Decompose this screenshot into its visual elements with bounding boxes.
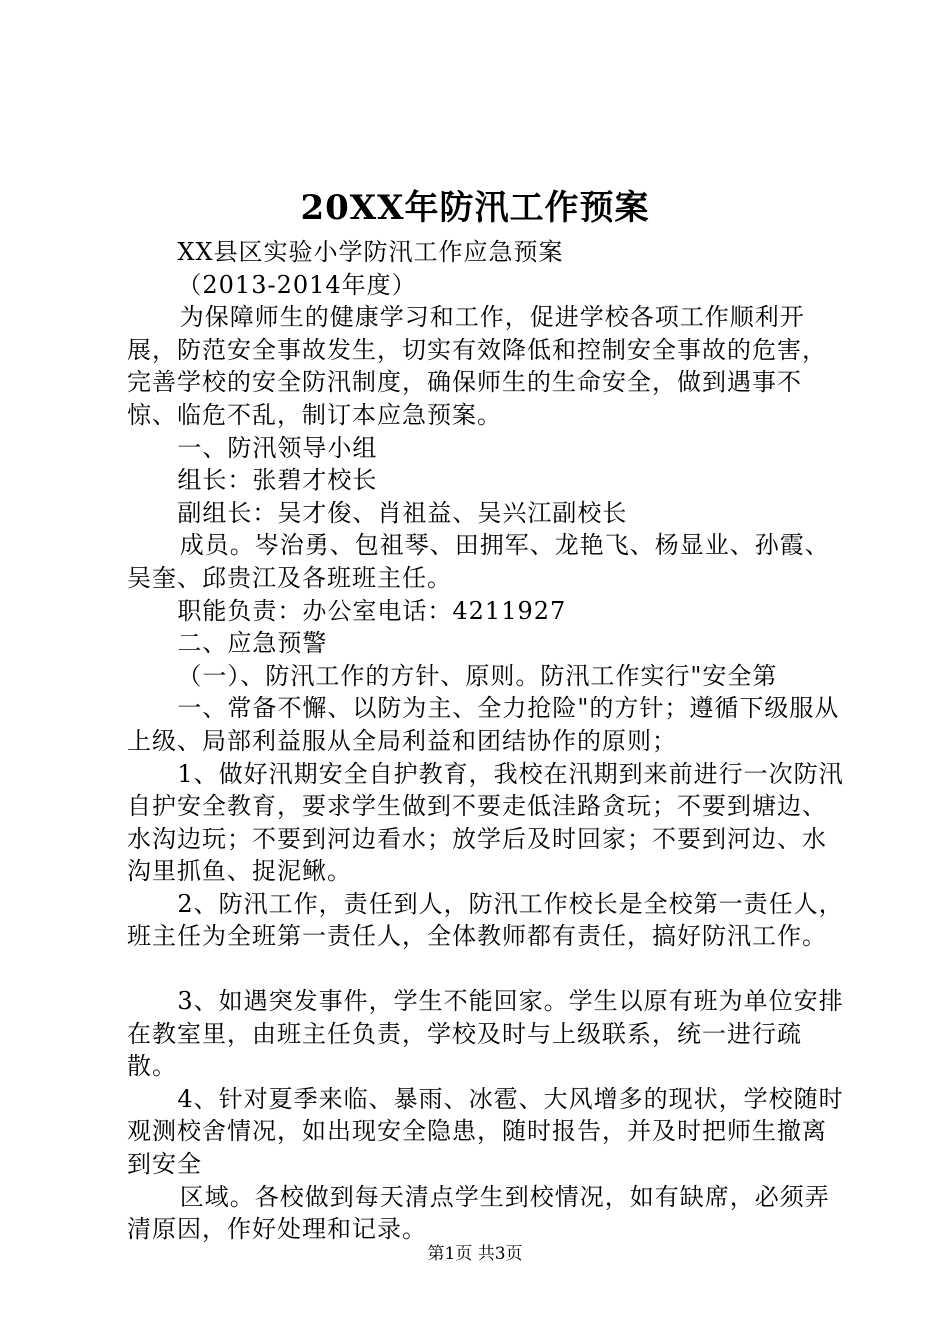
paragraph-policy-start: （一）、防汛工作的方针、原则。防汛工作实行"安全第 [177, 661, 778, 690]
document-title: 20XX年防汛工作预案 [300, 188, 650, 228]
paragraph-subtitle: XX县区实验小学防汛工作应急预案 [177, 238, 564, 266]
paragraph-policy-continued: 一、常备不懈、以防为主、全力抢险"的方针；遵循下级服从上级、局部利益服从全局利益和团结协作的原则； [127, 694, 840, 755]
paragraph-deputy-leader: 副组长：吴才俊、肖祖益、吴兴江副校长 [177, 498, 628, 527]
paragraph-year: （2013-2014年度） [177, 270, 417, 299]
paragraph-members: 成员。岑治勇、包祖琴、田拥军、龙艳飞、杨显业、孙霞、吴奎、邱贵江及各班班主任。 [127, 531, 830, 592]
paragraph-leader: 组长：张碧才校长 [177, 466, 378, 495]
paragraph-item-4-continued: 区域。各校做到每天清点学生到校情况，如有缺席，必须弄清原因，作好处理和记录。 [127, 1182, 830, 1244]
paragraph-intro: 为保障师生的健康学习和工作，促进学校各项工作顺利开展，防范安全事故发生，切实有效降低和控制安全事故的危害，完善学校的安全防汛制度，确保师生的生命安全，做到遇事不惊、临危不乱，制订本应急预案。 [127, 303, 827, 429]
section-heading-leadership: 一、防汛领导小组 [177, 433, 378, 462]
document-body [127, 236, 849, 1246]
paragraph-gap [127, 953, 849, 985]
page-footer: 第1页 共3页 [427, 1244, 523, 1264]
paragraph-item-3: 3、如遇突发事件，学生不能回家。学生以原有班为单位安排在教室里，由班主任负责，学校及时与上级联系，统一进行疏散。 [127, 987, 844, 1081]
paragraph-contact: 职能负责：办公室电话：4211927 [177, 596, 567, 625]
section-heading-warning: 二、应急预警 [177, 629, 328, 658]
paragraph-item-1: 1、做好汛期安全自护教育，我校在汛期到来前进行一次防汛自护安全教育，要求学生做到不要走低洼路贪玩；不要到塘边、水沟边玩；不要到河边看水；放学后及时回家；不要到河边、水沟里抓鱼、捉泥鳅。 [127, 759, 844, 886]
paragraph-item-2: 2、防汛工作，责任到人，防汛工作校长是全校第一责任人，班主任为全班第一责任人，全体教师都有责任，搞好防汛工作。 [127, 889, 844, 951]
paragraph-item-4: 4、针对夏季来临、暴雨、冰雹、大风增多的现状，学校随时观测校舍情况，如出现安全隐患，随时报告，并及时把师生撤离到安全 [127, 1084, 844, 1179]
